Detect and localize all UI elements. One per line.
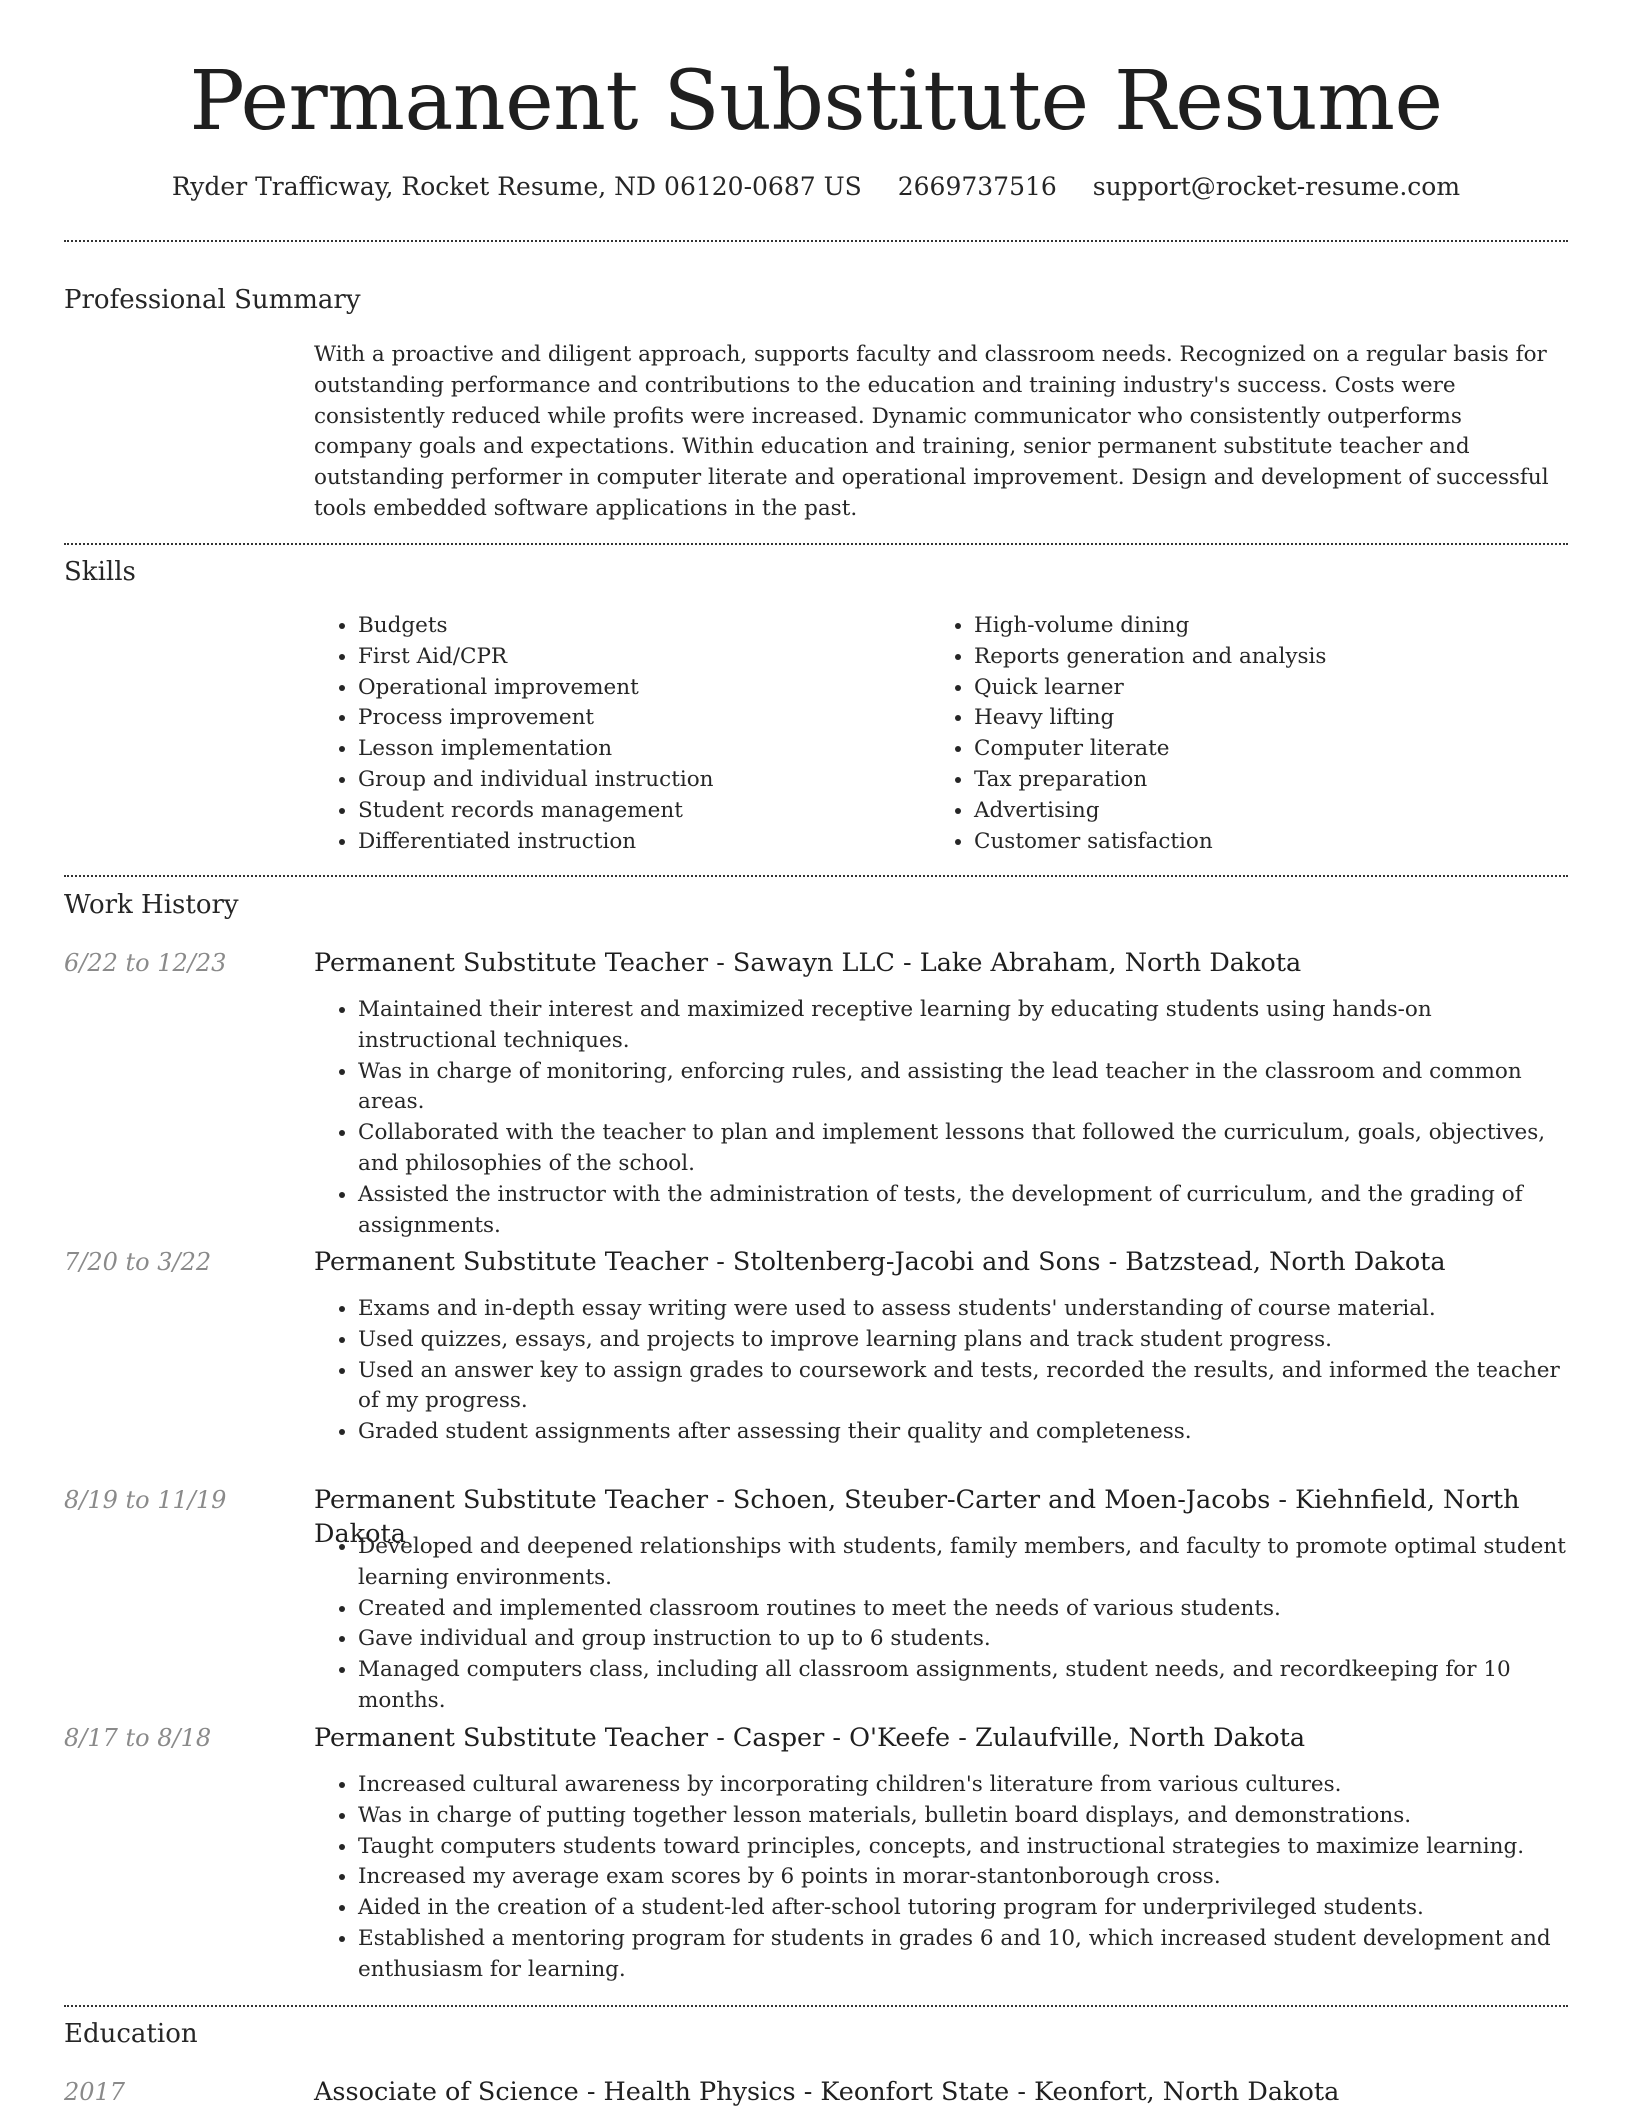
summary-text: With a proactive and diligent approach, supports faculty and classroom needs. Recognized on a regular basis for outstanding performance and contributions to the education and training industry's success. Costs were consistently reduced while profits were increased. Dynamic communicator who consistently outperforms company goals and expectations. Within education and training, senior permanent substitute teacher and outstanding performer in computer literate and operational improvement. Design and development of successful tools embedded software applications in the past. <box>314 342 1549 521</box>
work-bullet: • Was in charge of putting together lesson materials, bulletin board displays, and demonstrations. <box>358 1801 1568 1832</box>
work-bullet: • Gave individual and group instruction to up to 6 students. <box>358 1624 1568 1655</box>
skill-item: • Group and individual instruction <box>358 765 874 796</box>
work-bullet: • Was in charge of monitoring, enforcing rules, and assisting the lead teacher in the classroom and common areas. <box>358 1057 1568 1119</box>
work-bullet: • Exams and in-depth essay writing were used to assess students' understanding of course material. <box>358 1294 1568 1325</box>
skill-item: • Differentiated instruction <box>358 827 874 858</box>
work-bullets <box>314 995 1568 1241</box>
work-bullet: • Maintained their interest and maximized receptive learning by educating students using hands-on instructional techniques. <box>358 995 1568 1057</box>
education-heading: Education <box>64 2019 198 2049</box>
education-title: Associate of Science - Health Physics - Keonfort State - Keonfort, North Dakota <box>314 2077 1340 2107</box>
skill-item: • High-volume dining <box>974 611 1490 642</box>
work-bullets <box>314 1770 1568 1986</box>
resume-title: Permanent Substitute Resume <box>189 54 1443 149</box>
work-title: Permanent Substitute Teacher - Schoen, Steuber-Carter and Moen-Jacobs - Kiehnfield, North Dakota <box>314 1485 1520 1549</box>
skill-item: • Lesson implementation <box>358 734 874 765</box>
section-divider <box>64 543 1568 545</box>
section-divider <box>64 2005 1568 2007</box>
work-bullet: • Taught computers students toward principles, concepts, and instructional strategies to maximize learning. <box>358 1832 1568 1863</box>
work-dates: 8/19 to 11/19 <box>64 1486 227 1514</box>
work-history-heading: Work History <box>64 890 239 920</box>
contact-line <box>0 170 1632 204</box>
contact-email: support@rocket-resume.com <box>1092 172 1461 201</box>
work-bullet: • Collaborated with the teacher to plan and implement lessons that followed the curriculum, goals, objectives, and philosophies of the school. <box>358 1118 1568 1180</box>
work-bullet: • Increased my average exam scores by 6 points in morar-stantonborough cross. <box>358 1862 1568 1893</box>
work-bullets <box>314 1294 1568 1448</box>
contact-address: Ryder Trafficway, Rocket Resume, ND 06120-0687 US <box>171 172 862 201</box>
skill-item: • Advertising <box>974 796 1490 827</box>
skills-list-right <box>930 611 1490 857</box>
skill-item: • First Aid/CPR <box>358 642 874 673</box>
section-divider <box>64 240 1568 242</box>
summary-heading: Professional Summary <box>64 285 361 315</box>
work-dates: 6/22 to 12/23 <box>64 949 227 977</box>
work-title: Permanent Substitute Teacher - Sawayn LLC - Lake Abraham, North Dakota <box>314 948 1302 978</box>
work-bullet: • Managed computers class, including all classroom assignments, student needs, and recordkeeping for 10 months. <box>358 1655 1568 1717</box>
contact-phone: 2669737516 <box>897 172 1057 201</box>
work-bullet: • Developed and deepened relationships with students, family members, and faculty to promote optimal student learning environments. <box>358 1532 1568 1594</box>
work-bullet: • Aided in the creation of a student-led after-school tutoring program for underprivileged students. <box>358 1893 1568 1924</box>
education-dates: 2017 <box>64 2078 126 2106</box>
work-bullet: • Assisted the instructor with the administration of tests, the development of curriculum, and the grading of assignments. <box>358 1180 1568 1242</box>
skill-item: • Customer satisfaction <box>974 827 1490 858</box>
work-bullet: • Created and implemented classroom routines to meet the needs of various students. <box>358 1594 1568 1625</box>
work-bullet: • Established a mentoring program for students in grades 6 and 10, which increased student development and enthusiasm for learning. <box>358 1924 1568 1986</box>
work-title: Permanent Substitute Teacher - Stoltenberg-Jacobi and Sons - Batzstead, North Dakota <box>314 1247 1446 1277</box>
skill-item: • Heavy lifting <box>974 703 1490 734</box>
work-title: Permanent Substitute Teacher - Casper - O'Keefe - Zulaufville, North Dakota <box>314 1723 1306 1753</box>
section-divider <box>64 875 1568 877</box>
resume-header <box>0 0 1632 204</box>
skill-item: • Quick learner <box>974 673 1490 704</box>
skills-list-left <box>314 611 874 857</box>
work-bullet: • Used an answer key to assign grades to coursework and tests, recorded the results, and informed the teacher of my progress. <box>358 1356 1568 1418</box>
skills-heading: Skills <box>64 557 136 587</box>
work-dates: 7/20 to 3/22 <box>64 1248 212 1276</box>
work-bullet: • Graded student assignments after assessing their quality and completeness. <box>358 1417 1568 1448</box>
skill-item: • Computer literate <box>974 734 1490 765</box>
work-bullet: • Used quizzes, essays, and projects to improve learning plans and track student progress. <box>358 1325 1568 1356</box>
skill-item: • Budgets <box>358 611 874 642</box>
work-bullet: • Increased cultural awareness by incorporating children's literature from various cultures. <box>358 1770 1568 1801</box>
skill-item: • Student records management <box>358 796 874 827</box>
skill-item: • Operational improvement <box>358 673 874 704</box>
skill-item: • Reports generation and analysis <box>974 642 1490 673</box>
skill-item: • Tax preparation <box>974 765 1490 796</box>
work-dates: 8/17 to 8/18 <box>64 1724 212 1752</box>
work-bullets <box>314 1532 1568 1717</box>
skill-item: • Process improvement <box>358 703 874 734</box>
